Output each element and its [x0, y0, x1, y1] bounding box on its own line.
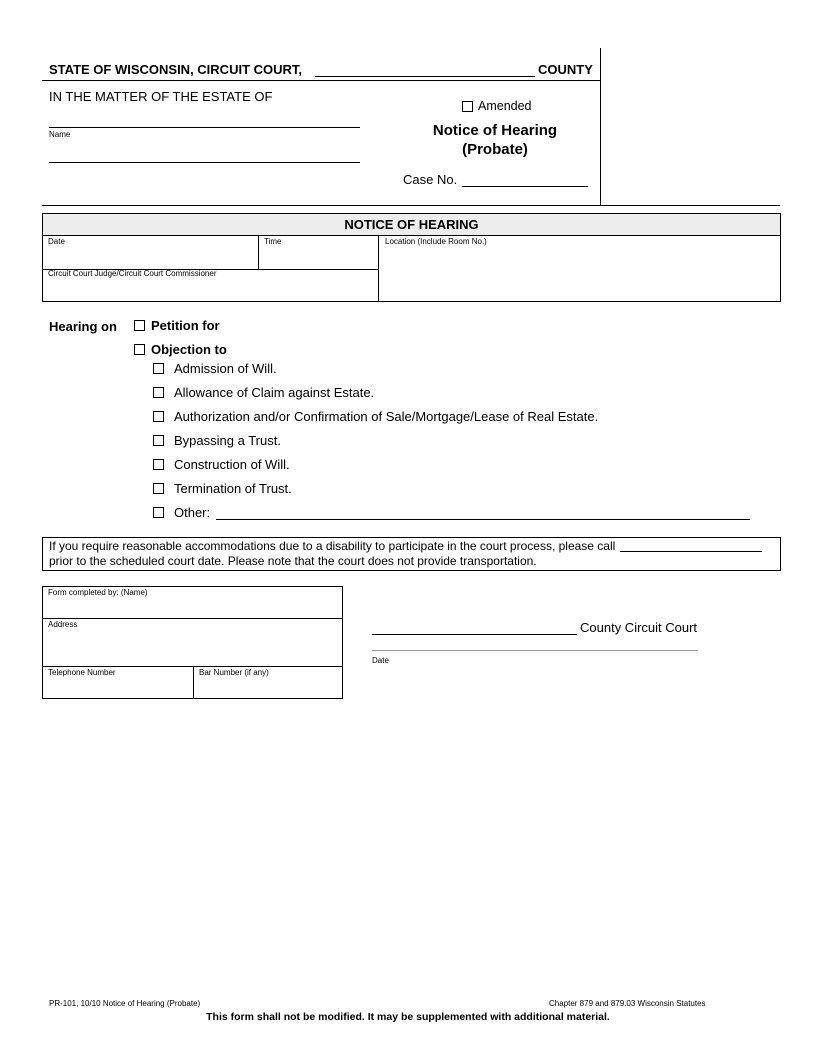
admission-of-will-checkbox[interactable] — [153, 363, 164, 374]
case-no-label: Case No. — [403, 172, 458, 187]
estate-name-field[interactable] — [49, 127, 360, 128]
authorization-sale-checkbox[interactable] — [153, 411, 164, 422]
telephone-label: Telephone Number — [48, 668, 116, 677]
completed-by-rule-1 — [42, 618, 343, 619]
footer-notice: This form shall not be modified. It may be supplemented with additional material. — [206, 1011, 610, 1023]
county-circuit-court-label: County Circuit Court — [580, 620, 698, 635]
other-checkbox[interactable] — [153, 507, 164, 518]
objection-to-label: Objection to — [151, 342, 227, 357]
estate-name-field-2[interactable] — [49, 162, 360, 163]
date-field[interactable] — [48, 237, 253, 267]
header-divider — [42, 80, 600, 81]
footer-statutes: Chapter 879 and 879.03 Wisconsin Statutes — [549, 999, 706, 1008]
accommodation-phone-field[interactable] — [620, 551, 762, 552]
signature-date-label: Date — [372, 656, 389, 665]
accommodation-line1: If you require reasonable accommodations due to a disability to participate in the court process, please call — [49, 539, 616, 553]
accommodation-line2: prior to the scheduled court date. Please note that the court does not provide transportation. — [49, 554, 537, 568]
court-heading: STATE OF WISCONSIN, CIRCUIT COURT, — [49, 62, 303, 77]
completed-by-name-field[interactable] — [48, 588, 338, 616]
notice-table-header-rule — [42, 235, 781, 236]
county-name-field[interactable] — [315, 76, 535, 77]
case-no-field[interactable] — [462, 186, 588, 187]
footer-form-id: PR-101, 10/10 Notice of Hearing (Probate) — [49, 999, 201, 1008]
completed-by-name-label: Form completed by: (Name) — [48, 588, 148, 597]
address-field[interactable] — [48, 620, 338, 664]
judge-label: Circuit Court Judge/Circuit Court Commissioner — [48, 269, 217, 278]
form-title: Notice of Hearing — [432, 122, 558, 139]
termination-of-trust-label: Termination of Trust. — [174, 481, 292, 496]
signature-date-field[interactable] — [372, 650, 698, 651]
bar-number-field[interactable] — [199, 668, 339, 696]
bypassing-trust-label: Bypassing a Trust. — [174, 433, 281, 448]
allowance-of-claim-label: Allowance of Claim against Estate. — [174, 385, 375, 400]
date-label: Date — [48, 237, 65, 246]
judge-field[interactable] — [48, 269, 373, 299]
amended-label: Amended — [478, 99, 532, 113]
form-subtitle: (Probate) — [462, 141, 528, 158]
amended-checkbox[interactable] — [462, 101, 473, 112]
other-field[interactable] — [216, 519, 750, 520]
location-label: Location (Include Room No.) — [385, 237, 487, 246]
petition-for-label: Petition for — [151, 318, 220, 333]
allowance-of-claim-checkbox[interactable] — [153, 387, 164, 398]
termination-of-trust-checkbox[interactable] — [153, 483, 164, 494]
notice-table-col-divider — [378, 235, 379, 302]
county-circuit-court-field[interactable] — [372, 634, 577, 635]
bypassing-trust-checkbox[interactable] — [153, 435, 164, 446]
location-field[interactable] — [385, 237, 775, 297]
bar-number-label: Bar Number (if any) — [199, 668, 269, 677]
construction-of-will-checkbox[interactable] — [153, 459, 164, 470]
notice-table-heading: NOTICE OF HEARING — [344, 217, 479, 232]
hearing-on-label: Hearing on — [49, 319, 117, 334]
time-field[interactable] — [264, 237, 374, 267]
address-label: Address — [48, 620, 78, 629]
construction-of-will-label: Construction of Will. — [174, 457, 290, 472]
authorization-sale-label: Authorization and/or Confirmation of Sale/Mortgage/Lease of Real Estate. — [174, 409, 599, 424]
county-label: COUNTY — [538, 62, 593, 77]
time-label: Time — [264, 237, 282, 246]
header-bottom-rule — [42, 205, 780, 206]
telephone-field[interactable] — [48, 668, 188, 696]
petition-for-checkbox[interactable] — [134, 320, 145, 331]
objection-to-checkbox[interactable] — [134, 344, 145, 355]
phone-bar-divider — [193, 666, 194, 699]
header-right-divider — [600, 48, 601, 205]
date-time-divider — [258, 235, 259, 269]
name-label: Name — [49, 130, 71, 139]
estate-matter-label: IN THE MATTER OF THE ESTATE OF — [49, 89, 273, 104]
admission-of-will-label: Admission of Will. — [174, 361, 277, 376]
other-label: Other: — [174, 505, 211, 520]
